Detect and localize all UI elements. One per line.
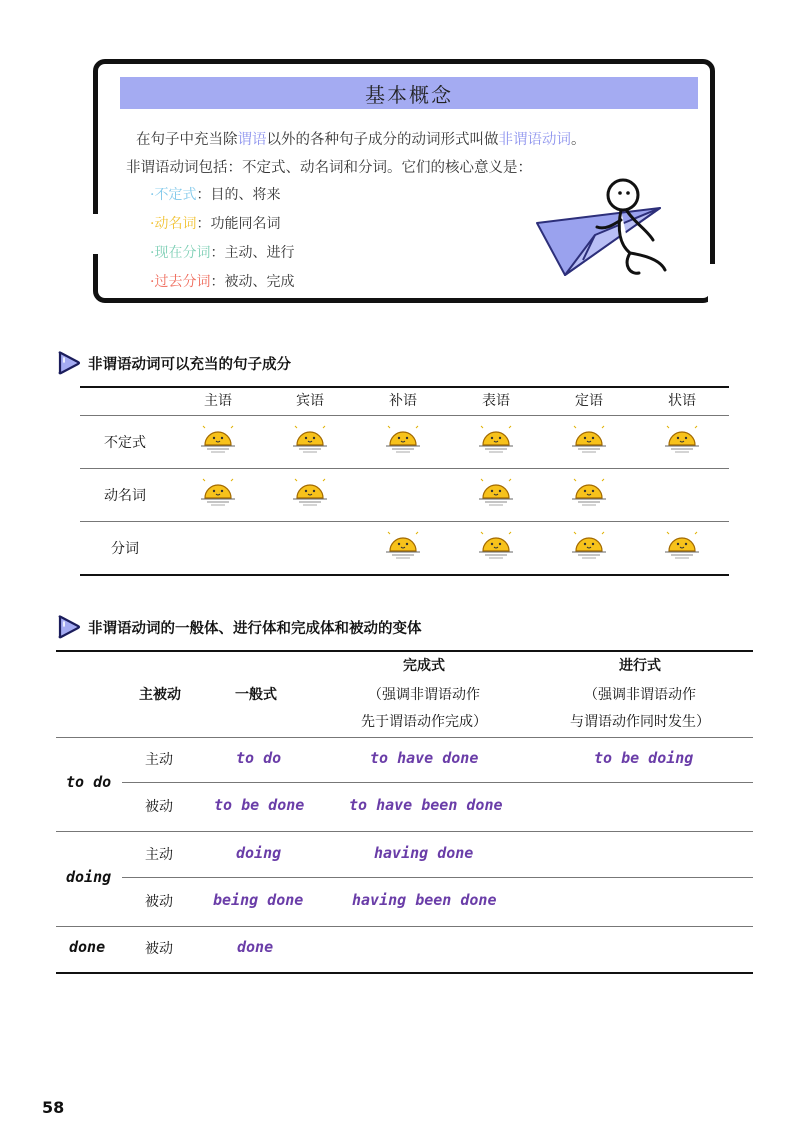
- header-progressive: 进行式: [619, 658, 661, 674]
- table-rule: [56, 737, 753, 738]
- table-rule: [56, 926, 753, 927]
- header-perfect-note: （强调非谓语动作: [368, 687, 480, 703]
- header-voice: 主被动: [139, 687, 181, 703]
- bullet-infinitive: ·不定式：目的、将来: [150, 187, 281, 203]
- form-cell: to have been done: [349, 796, 503, 814]
- form-cell: to be doing: [594, 749, 694, 767]
- voice-passive: 被动: [145, 799, 173, 815]
- form-cell: to have done: [370, 749, 479, 767]
- sun-icon: [662, 526, 702, 566]
- group-label-done: done: [69, 938, 106, 956]
- voice-active: 主动: [145, 752, 173, 768]
- highlight-nonfinite: 非谓语动词: [498, 132, 571, 148]
- sun-icon: [476, 473, 516, 513]
- concept-types: 非谓语动词包括：不定式、动名词和分词。它们的核心意义是：: [126, 160, 532, 176]
- column-header: 表语: [482, 393, 510, 409]
- header-progressive-note: （强调非谓语动作: [584, 687, 696, 703]
- column-header: 主语: [204, 393, 232, 409]
- table-rule: [80, 521, 729, 522]
- header-simple: 一般式: [235, 687, 277, 703]
- table-rule: [80, 415, 729, 416]
- sun-icon: [569, 420, 609, 460]
- play-arrow-icon: [56, 350, 82, 376]
- header-perfect: 完成式: [403, 658, 445, 674]
- row-label: 不定式: [104, 435, 146, 451]
- column-header: 状语: [668, 393, 696, 409]
- table-rule: [80, 386, 729, 388]
- sun-icon: [476, 526, 516, 566]
- voice-passive: 被动: [145, 941, 173, 957]
- sun-icon: [383, 420, 423, 460]
- row-label: 动名词: [104, 488, 146, 504]
- play-arrow-icon: [56, 614, 82, 640]
- sun-icon: [569, 526, 609, 566]
- sun-icon: [198, 420, 238, 460]
- column-header: 补语: [389, 393, 417, 409]
- row-label: 分词: [111, 541, 139, 557]
- table-rule: [56, 831, 753, 832]
- group-label-doing: doing: [66, 868, 112, 886]
- form-cell: done: [237, 938, 274, 956]
- form-cell: having been done: [352, 891, 497, 909]
- page-number: 58: [42, 1098, 65, 1117]
- sun-icon: [383, 526, 423, 566]
- section-heading-functions: 非谓语动词可以充当的句子成分: [56, 350, 291, 376]
- sun-icon: [476, 420, 516, 460]
- concept-definition: 在句子中充当除谓语以外的各种句子成分的动词形式叫做非谓语动词。: [136, 132, 586, 148]
- column-header: 宾语: [296, 393, 324, 409]
- table-rule: [80, 468, 729, 469]
- form-cell: being done: [213, 891, 304, 909]
- form-cell: having done: [374, 844, 474, 862]
- table-rule: [122, 877, 753, 878]
- table-rule: [122, 782, 753, 783]
- sun-icon: [290, 473, 330, 513]
- table-rule: [80, 574, 729, 576]
- bullet-gerund: ·动名词：功能同名词: [150, 216, 281, 232]
- sun-icon: [569, 473, 609, 513]
- sun-icon: [198, 473, 238, 513]
- bullet-present-participle: ·现在分词：主动、进行: [150, 245, 295, 261]
- header-progressive-note: 与谓语动作同时发生）: [570, 714, 710, 730]
- table-rule: [56, 972, 753, 974]
- group-label-to-do: to do: [66, 773, 112, 791]
- column-header: 定语: [575, 393, 603, 409]
- highlight-predicate: 谓语: [237, 132, 267, 148]
- concept-title: 基本概念: [120, 77, 698, 109]
- sun-icon: [290, 420, 330, 460]
- form-cell: to do: [236, 749, 282, 767]
- section-heading-forms: 非谓语动词的一般体、进行体和完成体和被动的变体: [56, 614, 422, 640]
- voice-passive: 被动: [145, 894, 173, 910]
- bullet-past-participle: ·过去分词：被动、完成: [150, 274, 295, 290]
- header-perfect-note: 先于谓语动作完成）: [361, 714, 487, 730]
- paper-plane-figure-illustration: [535, 175, 675, 285]
- sun-icon: [662, 420, 702, 460]
- frame-gap: [90, 214, 100, 254]
- voice-active: 主动: [145, 847, 173, 863]
- form-cell: to be done: [214, 796, 305, 814]
- table-rule: [56, 650, 753, 652]
- form-cell: doing: [236, 844, 282, 862]
- frame-gap: [708, 264, 718, 310]
